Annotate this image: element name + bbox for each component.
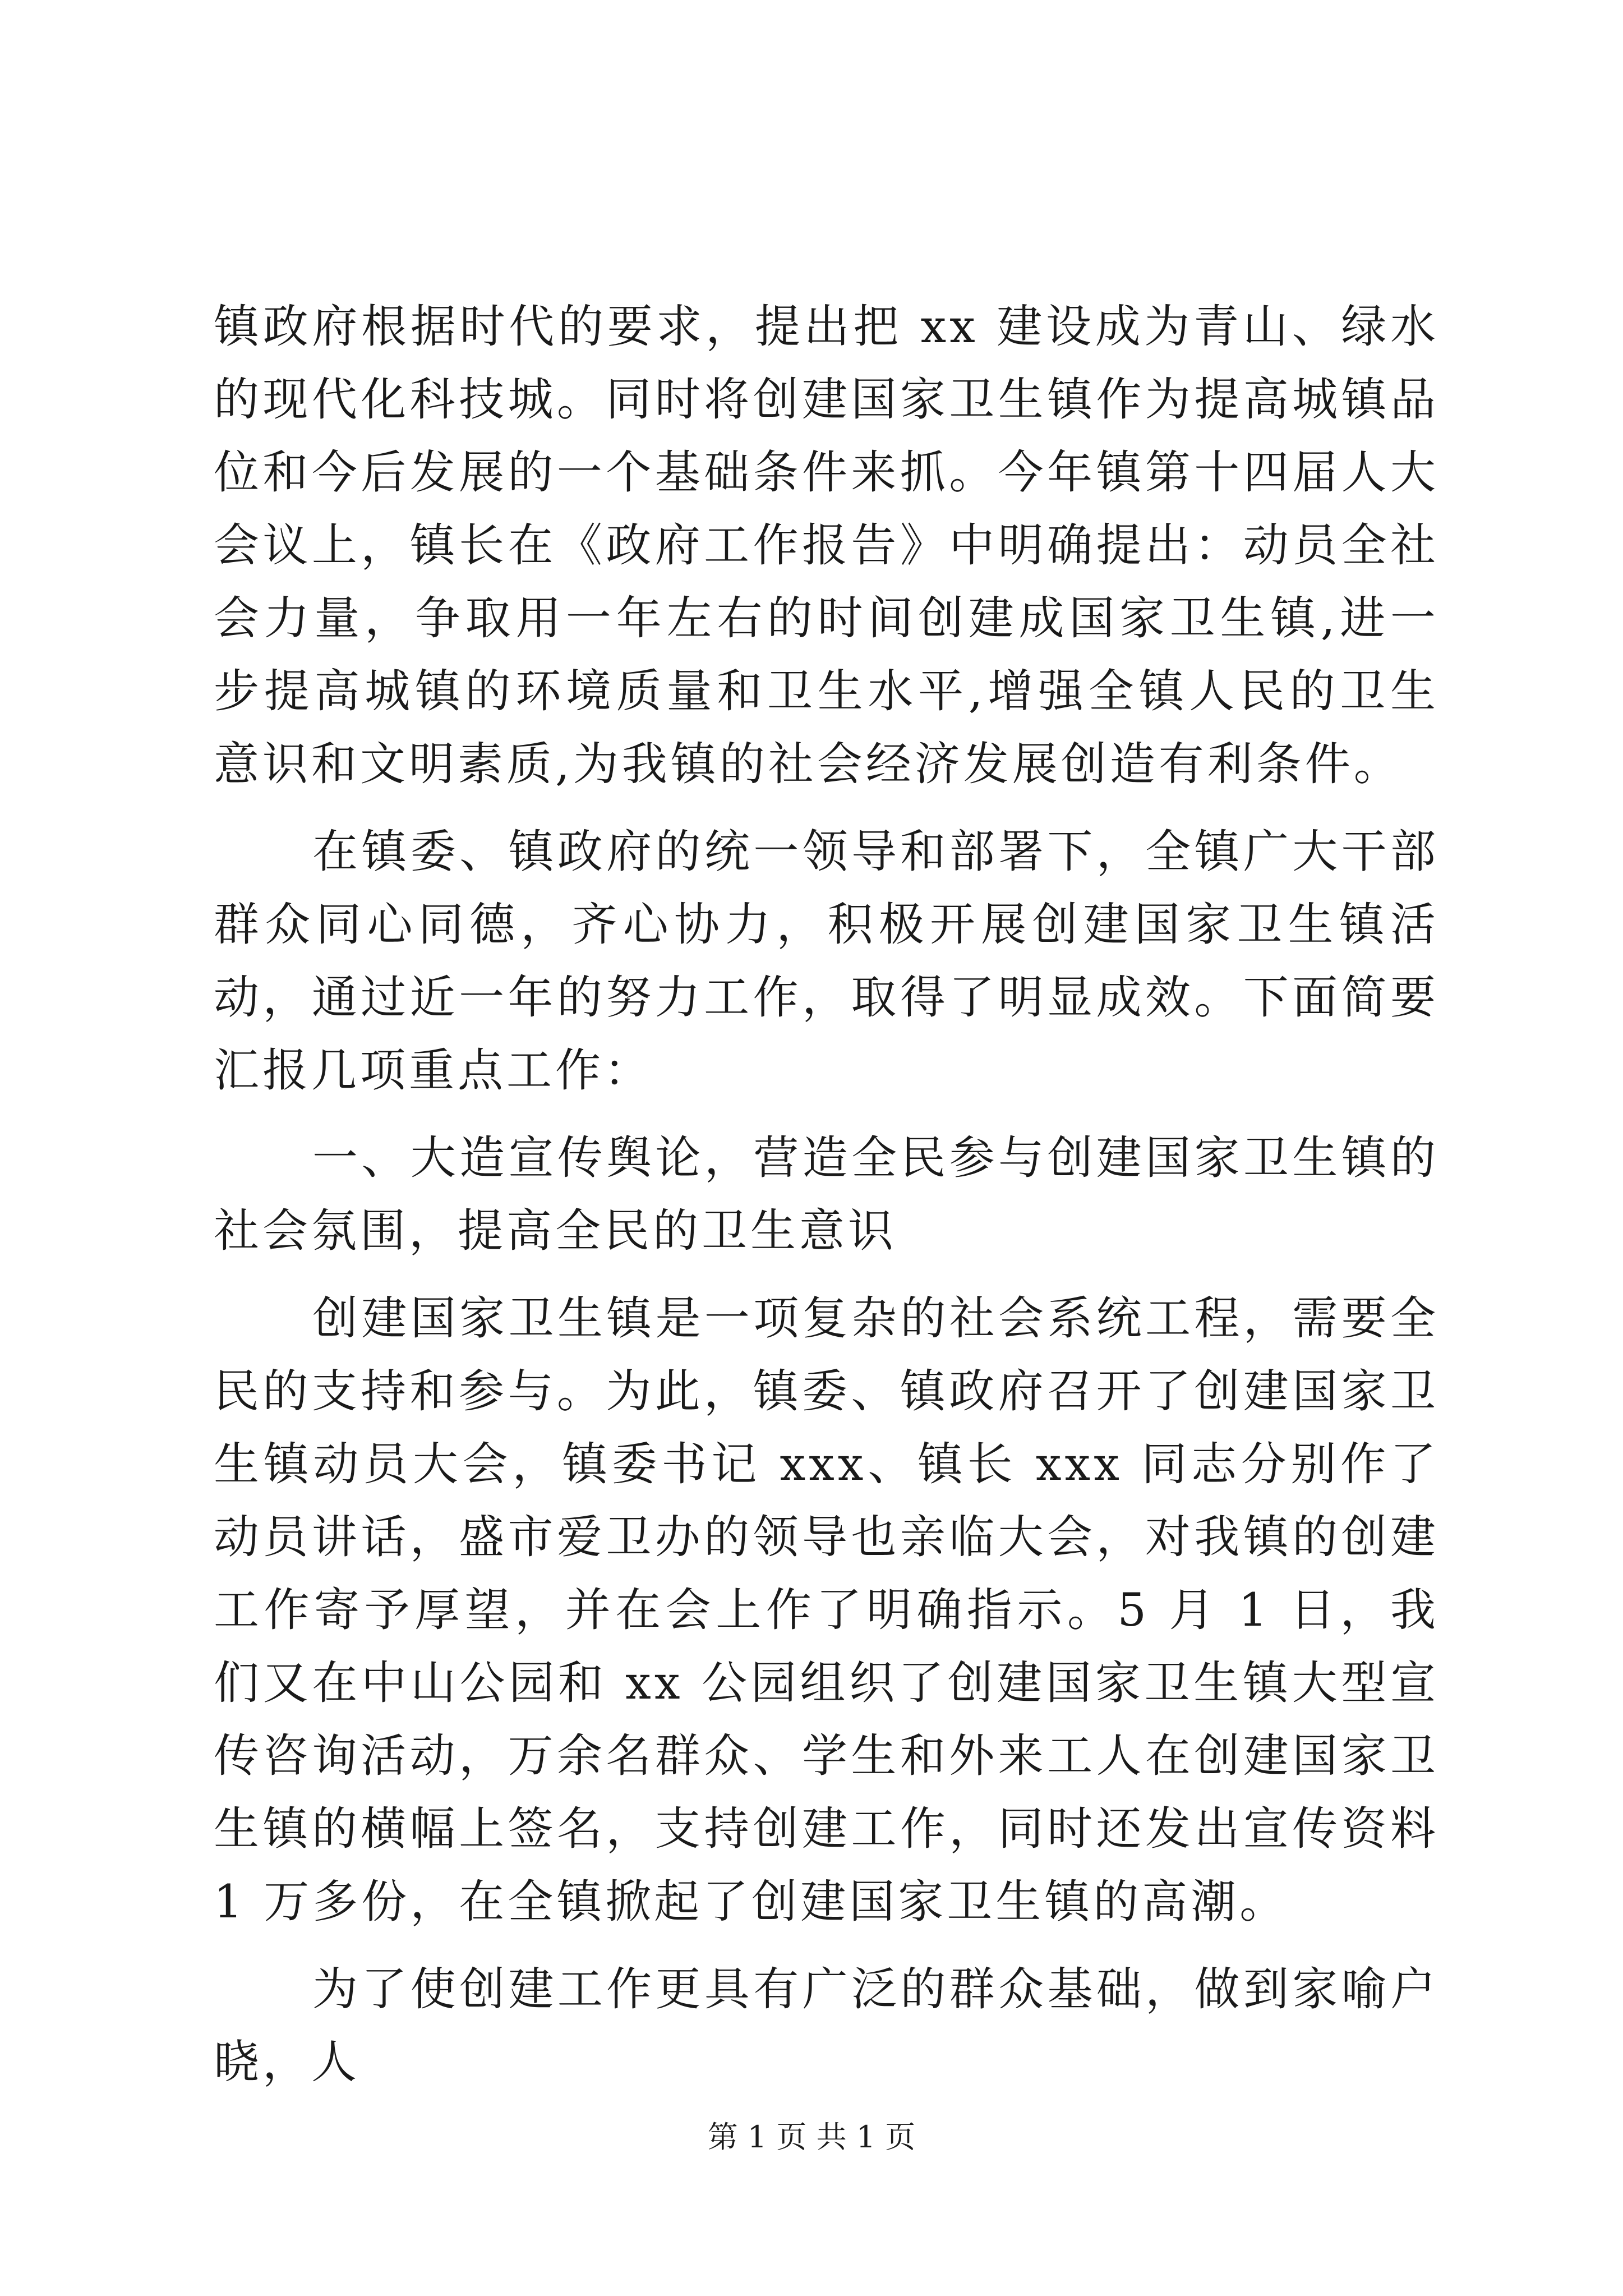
paragraph-truncated: 为了使创建工作更具有广泛的群众基础，做到家喻户晓，人 (214, 1963, 1439, 2089)
section-heading-1: 一、大造宣传舆论，营造全民参与创建国家卫生镇的社会氛围，提高全民的卫生意识 (214, 1132, 1439, 1258)
page-footer (0, 2118, 1623, 2157)
document-body (214, 291, 1439, 2114)
paragraph-campaign: 创建国家卫生镇是一项复杂的社会系统工程，需要全民的支持和参与。为此，镇委、镇政府召开了创建国家卫生镇动员大会，镇委书记 xxx、镇长 xxx 同志分别作了动员讲话，盛市爱卫办的领导也亲临大会，对我镇的创建工作寄予厚望，并在会上作了明确指示。5 月 1 日，我们又在中山公园和 xx 公园组织了创建国家卫生镇大型宣传咨询活动，万余名群众、学生和外来工人在创建国家卫生镇的横幅上签名，支持创建工作，同时还发出宣传资料 1 万多份，在全镇掀起了创建国家卫生镇的高潮。 (214, 1292, 1439, 1929)
paragraph-continuation: 镇政府根据时代的要求，提出把 xx 建设成为青山、绿水的现代化科技城。同时将创建国家卫生镇作为提高城镇品位和今后发展的一个基础条件来抓。今年镇第十四届人大会议上，镇长在《政府工作报告》中明确提出：动员全社会力量，争取用一年左右的时间创建成国家卫生镇,进一步提高城镇的环境质量和卫生水平,增强全镇人民的卫生意识和文明素质,为我镇的社会经济发展创造有利条件。 (214, 301, 1440, 791)
page-number-label: 第 1 页 共 1 页 (707, 2119, 916, 2155)
paragraph-intro: 在镇委、镇政府的统一领导和部署下，全镇广大干部群众同心同德，齐心协力，积极开展创建国家卫生镇活动，通过近一年的努力工作，取得了明显成效。下面简要汇报几项重点工作： (214, 826, 1439, 1097)
